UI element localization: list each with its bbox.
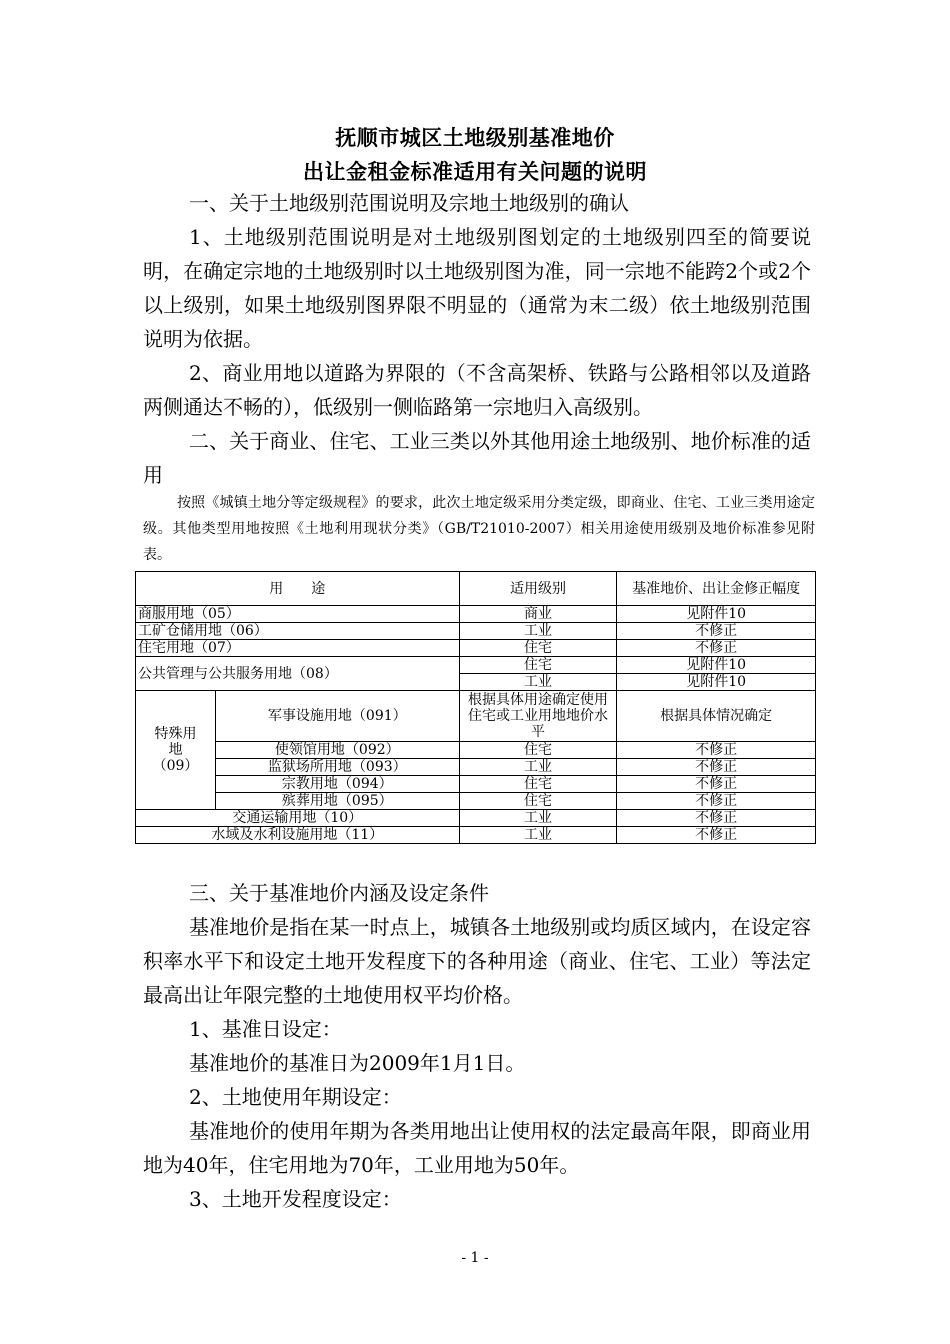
row-adjust: 不修正 [617, 640, 816, 657]
table-row [136, 810, 816, 827]
row-adjust: 不修正 [617, 776, 816, 793]
row-adjust: 不修正 [617, 793, 816, 810]
section2-heading: 二、关于商业、住宅、工业三类以外其他用途土地级别、地价标准的适用 [143, 429, 811, 487]
table-row [136, 640, 816, 657]
table-row [136, 742, 816, 759]
row-use: 住宅用地（07） [136, 640, 460, 657]
table-header-row [136, 572, 816, 606]
page-title: 抚顺市城区土地级别基准地价 [335, 125, 615, 150]
table-row [136, 793, 816, 810]
row-use: 商服用地（05） [136, 606, 460, 623]
table-row [136, 623, 816, 640]
row-grade: 住宅 [459, 793, 617, 810]
section1-heading: 一、关于土地级别范围说明及宗地土地级别的确认 [189, 191, 629, 215]
row-grade: 住宅 [459, 657, 617, 674]
row-grade: 住宅 [459, 776, 617, 793]
row-adjust: 不修正 [617, 827, 816, 844]
base-date-heading: 1、基准日设定： [189, 1017, 342, 1041]
row-adjust: 不修正 [617, 623, 816, 640]
row-adjust: 见附件10 [617, 606, 816, 623]
row-adjust: 不修正 [617, 759, 816, 776]
row-use: 水域及水利设施用地（11） [136, 827, 460, 844]
section1-paragraph2: 2、商业用地以道路为界限的（不含高架桥、铁路与公路相邻以及道路两侧通达不畅的），低级别一侧临路第一宗地归入高级别。 [143, 361, 811, 419]
table-row [136, 657, 816, 674]
table-row [136, 776, 816, 793]
row-use: 军事设施用地（091） [215, 691, 459, 742]
row-use: 工矿仓储用地（06） [136, 623, 460, 640]
land-term-heading: 2、土地使用年期设定： [189, 1085, 402, 1109]
section3-heading: 三、关于基准地价内涵及设定条件 [189, 881, 489, 905]
row-grade: 商业 [459, 606, 617, 623]
row-use: 殡葬用地（095） [215, 793, 459, 810]
row-use: 公共管理与公共服务用地（08） [136, 657, 460, 691]
row-use: 宗教用地（094） [215, 776, 459, 793]
development-heading: 3、土地开发程度设定： [189, 1187, 402, 1211]
row-grade: 工业 [459, 810, 617, 827]
row-grade: 根据具体用途确定使用住宅或工业用地地价水平 [459, 691, 617, 742]
row-adjust: 根据具体情况确定 [617, 691, 816, 742]
row-adjust: 见附件10 [617, 657, 816, 674]
row-adjust: 见附件10 [617, 674, 816, 691]
row-adjust: 不修正 [617, 742, 816, 759]
page-subtitle: 出让金租金标准适用有关问题的说明 [303, 159, 647, 184]
header-adjust: 基准地价、出让金修正幅度 [617, 572, 816, 606]
land-use-table [135, 571, 816, 844]
header-grade: 适用级别 [459, 572, 617, 606]
row-use: 监狱场所用地（093） [215, 759, 459, 776]
row-use: 使领馆用地（092） [215, 742, 459, 759]
special-land-group: 特殊用地（09） [136, 691, 216, 810]
table-row [136, 691, 816, 742]
section1-paragraph1: 1、土地级别范围说明是对土地级别图划定的土地级别四至的简要说明，在确定宗地的土地级别时以土地级别图为准，同一宗地不能跨2个或2个以上级别，如果土地级别图界限不明显的（通常为末二级）依土地级别范围说明为依据。 [143, 225, 811, 351]
base-date-text: 基准地价的基准日为2009年1月1日。 [189, 1051, 526, 1075]
section2-note: 按照《城镇土地分等定级规程》的要求，此次土地定级采用分类定级，即商业、住宅、工业三类用途定级。其他类型用地按照《土地利用现状分类》（GB/T21010-2007）相关用途使用级别及地价标准参见附表。 [143, 495, 815, 563]
table-row [136, 606, 816, 623]
row-use: 交通运输用地（10） [136, 810, 460, 827]
section3-paragraph1: 基准地价是指在某一时点上，城镇各土地级别或均质区域内，在设定容积率水平下和设定土地开发程度下的各种用途（商业、住宅、工业）等法定最高出让年限完整的土地使用权平均价格。 [143, 915, 811, 1007]
row-grade: 工业 [459, 623, 617, 640]
page-number: - 1 - [461, 1250, 489, 1266]
row-grade: 工业 [459, 674, 617, 691]
land-term-text: 基准地价的使用年期为各类用地出让使用权的法定最高年限，即商业用地为40年，住宅用地为70年，工业用地为50年。 [143, 1119, 811, 1177]
header-use: 用 途 [136, 572, 460, 606]
table-row [136, 827, 816, 844]
table-row [136, 759, 816, 776]
row-grade: 住宅 [459, 742, 617, 759]
row-grade: 住宅 [459, 640, 617, 657]
row-grade: 工业 [459, 759, 617, 776]
row-grade: 工业 [459, 827, 617, 844]
row-adjust: 不修正 [617, 810, 816, 827]
